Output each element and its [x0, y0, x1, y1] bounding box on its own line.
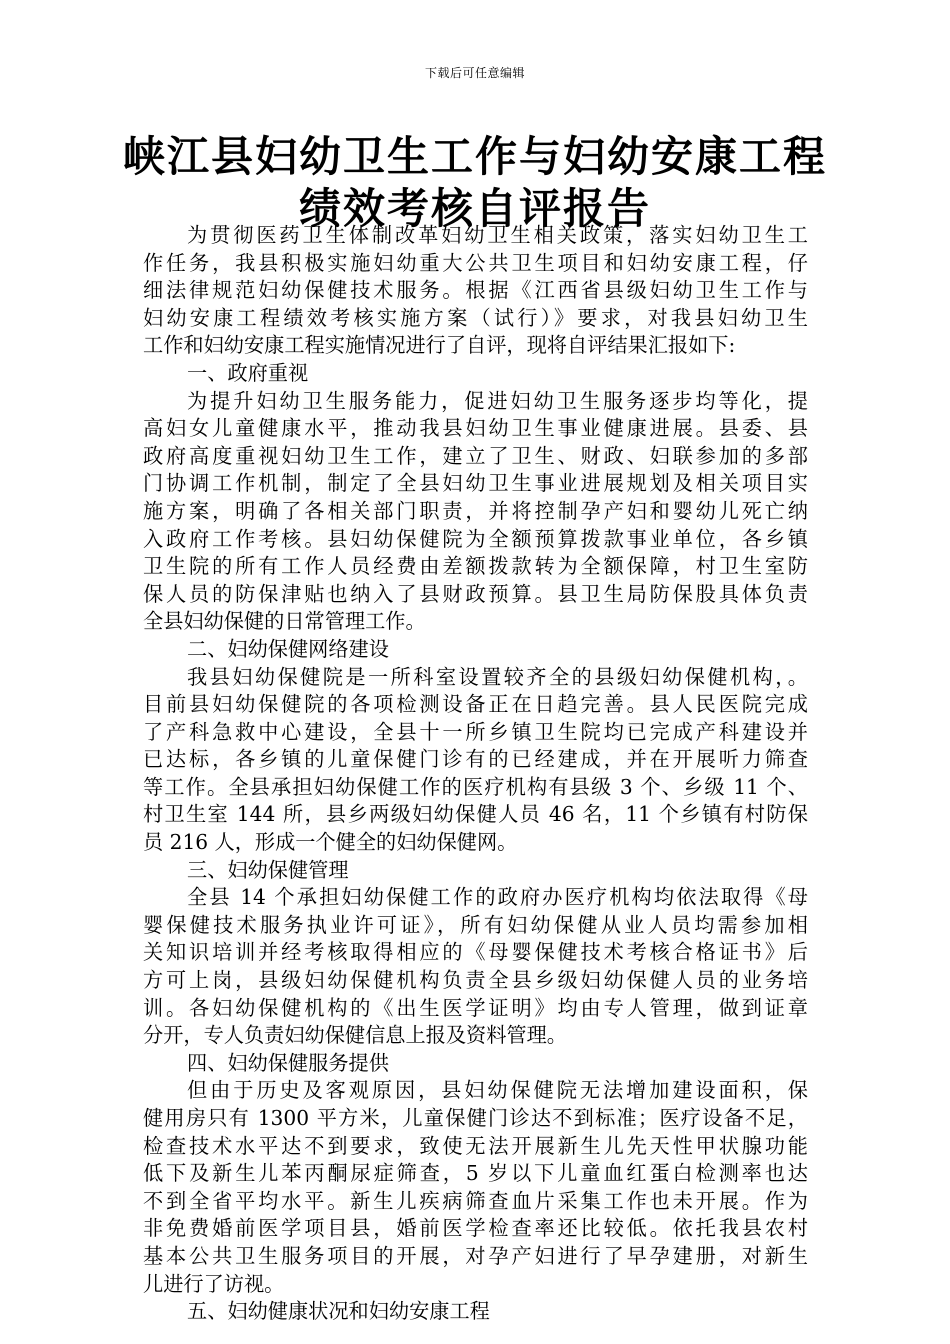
- document-body: [143, 222, 808, 1326]
- text-line: 检查技术水平达不到要求，致使无法开展新生儿先天性甲状腺功能: [143, 1133, 808, 1158]
- text-line: 关知识培训并经考核取得相应的《母婴保健技术考核合格证书》后: [143, 940, 808, 965]
- section-heading: [143, 1298, 808, 1326]
- heading-text: 三、妇幼保健管理: [187, 857, 349, 882]
- text-line: 政府高度重视妇幼卫生工作，建立了卫生、财政、妇联参加的多部: [143, 443, 808, 468]
- text-line: 儿进行了访视。: [143, 1271, 285, 1296]
- text-line: 目前县妇幼保健院的各项检测设备正在日趋完善。县人民医院完成: [143, 692, 808, 717]
- text-line: 全县 14 个承担妇幼保健工作的政府办医疗机构均依法取得《母: [187, 885, 808, 910]
- text-line: 为提升妇幼卫生服务能力，促进妇幼卫生服务逐步均等化，提: [187, 388, 808, 413]
- body-paragraph: [143, 1077, 808, 1298]
- section-heading: [143, 636, 808, 664]
- text-line: 已达标，各乡镇的儿童保健门诊有的已经建成，并在开展听力筛查: [143, 747, 808, 772]
- heading-text: 五、妇幼健康状况和妇幼安康工程: [187, 1299, 490, 1324]
- text-line: 我县妇幼保健院是一所科室设置较齐全的县级妇幼保健机构，。: [187, 664, 808, 689]
- text-line: 基本公共卫生服务项目的开展，对孕产妇进行了早孕建册，对新生: [143, 1243, 808, 1268]
- text-line: 非免费婚前医学项目县，婚前医学检查率还比较低。依托我县农村: [143, 1216, 808, 1241]
- text-line: 高妇女儿童健康水平，推动我县妇幼卫生事业健康进展。县委、县: [143, 416, 808, 441]
- text-line: 为贯彻医药卫生体制改革妇幼卫生相关政策，落实妇幼卫生工: [187, 223, 808, 247]
- body-paragraph: [143, 884, 808, 1050]
- text-line: 卫生院的所有工作人员经费由差额拨款转为全额保障，村卫生室防: [143, 554, 808, 579]
- text-line: 入政府工作考核。县妇幼保健院为全额预算拨款事业单位，各乡镇: [143, 526, 808, 551]
- text-line: 施方案，明确了各相关部门职责，并将控制孕产妇和婴幼儿死亡纳: [143, 498, 808, 523]
- body-paragraph: [143, 222, 808, 360]
- text-line: 全县妇幼保健的日常管理工作。: [143, 609, 426, 634]
- text-line: 工作和妇幼安康工程实施情况进行了自评，现将自评结果汇报如下:: [143, 333, 736, 358]
- section-heading: [143, 360, 808, 388]
- text-line: 妇幼安康工程绩效考核实施方案（试行）》要求，对我县妇幼卫生: [143, 305, 808, 330]
- text-line: 健用房只有 1300 平方米，儿童保健门诊达不到标准；医疗设备不足，: [143, 1106, 808, 1130]
- text-line: 了产科急救中心建设，全县十一所乡镇卫生院均已完成产科建设并: [143, 719, 808, 744]
- text-line: 训。各妇幼保健机构的《出生医学证明》均由专人管理，做到证章: [143, 995, 808, 1020]
- text-line: 方可上岗，县级妇幼保健机构负责全县乡级妇幼保健人员的业务培: [143, 968, 808, 993]
- text-line: 作任务，我县积极实施妇幼重大公共卫生项目和妇幼安康工程，仔: [143, 250, 808, 275]
- heading-text: 一、政府重视: [187, 360, 309, 385]
- heading-text: 二、妇幼保健网络建设: [187, 636, 389, 661]
- text-line: 分开，专人负责妇幼保健信息上报及资料管理。: [143, 1023, 567, 1048]
- text-line: 婴保健技术服务执业许可证》，所有妇幼保健从业人员均需参加相: [143, 912, 808, 937]
- text-line: 门协调工作机制，制定了全县妇幼卫生事业进展规划及相关项目实: [143, 471, 808, 496]
- text-line: 细法律规范妇幼保健技术服务。根据《江西省县级妇幼卫生工作与: [143, 278, 808, 303]
- text-line: 村卫生室 144 所，县乡两级妇幼保健人员 46 名，11 个乡镇有村防保: [143, 802, 808, 827]
- text-line: 但由于历史及客观原因，县妇幼保健院无法增加建设面积，保: [187, 1078, 808, 1103]
- document-title-line-2: 绩效考核自评报告: [298, 184, 651, 233]
- text-line: 低下及新生儿苯丙酮尿症筛查，5 岁以下儿童血红蛋白检测率也达: [143, 1161, 808, 1186]
- header-note: 下载后可任意编辑: [424, 66, 525, 80]
- section-heading: [143, 857, 808, 885]
- section-heading: [143, 1050, 808, 1078]
- document-title-line-1: 峡江县妇幼卫生工作与妇幼安康工程: [122, 132, 827, 181]
- text-line: 员 216 人，形成一个健全的妇幼保健网。: [143, 830, 518, 855]
- body-paragraph: [143, 388, 808, 636]
- text-line: 保人员的防保津贴也纳入了县财政预算。县卫生局防保股具体负责: [143, 581, 808, 606]
- heading-text: 四、妇幼保健服务提供: [187, 1050, 389, 1075]
- body-paragraph: [143, 664, 808, 857]
- text-line: 等工作。全县承担妇幼保健工作的医疗机构有县级 3 个、乡级 11 个、: [143, 774, 808, 799]
- text-line: 不到全省平均水平。新生儿疾病筛查血片采集工作也未开展。作为: [143, 1188, 808, 1213]
